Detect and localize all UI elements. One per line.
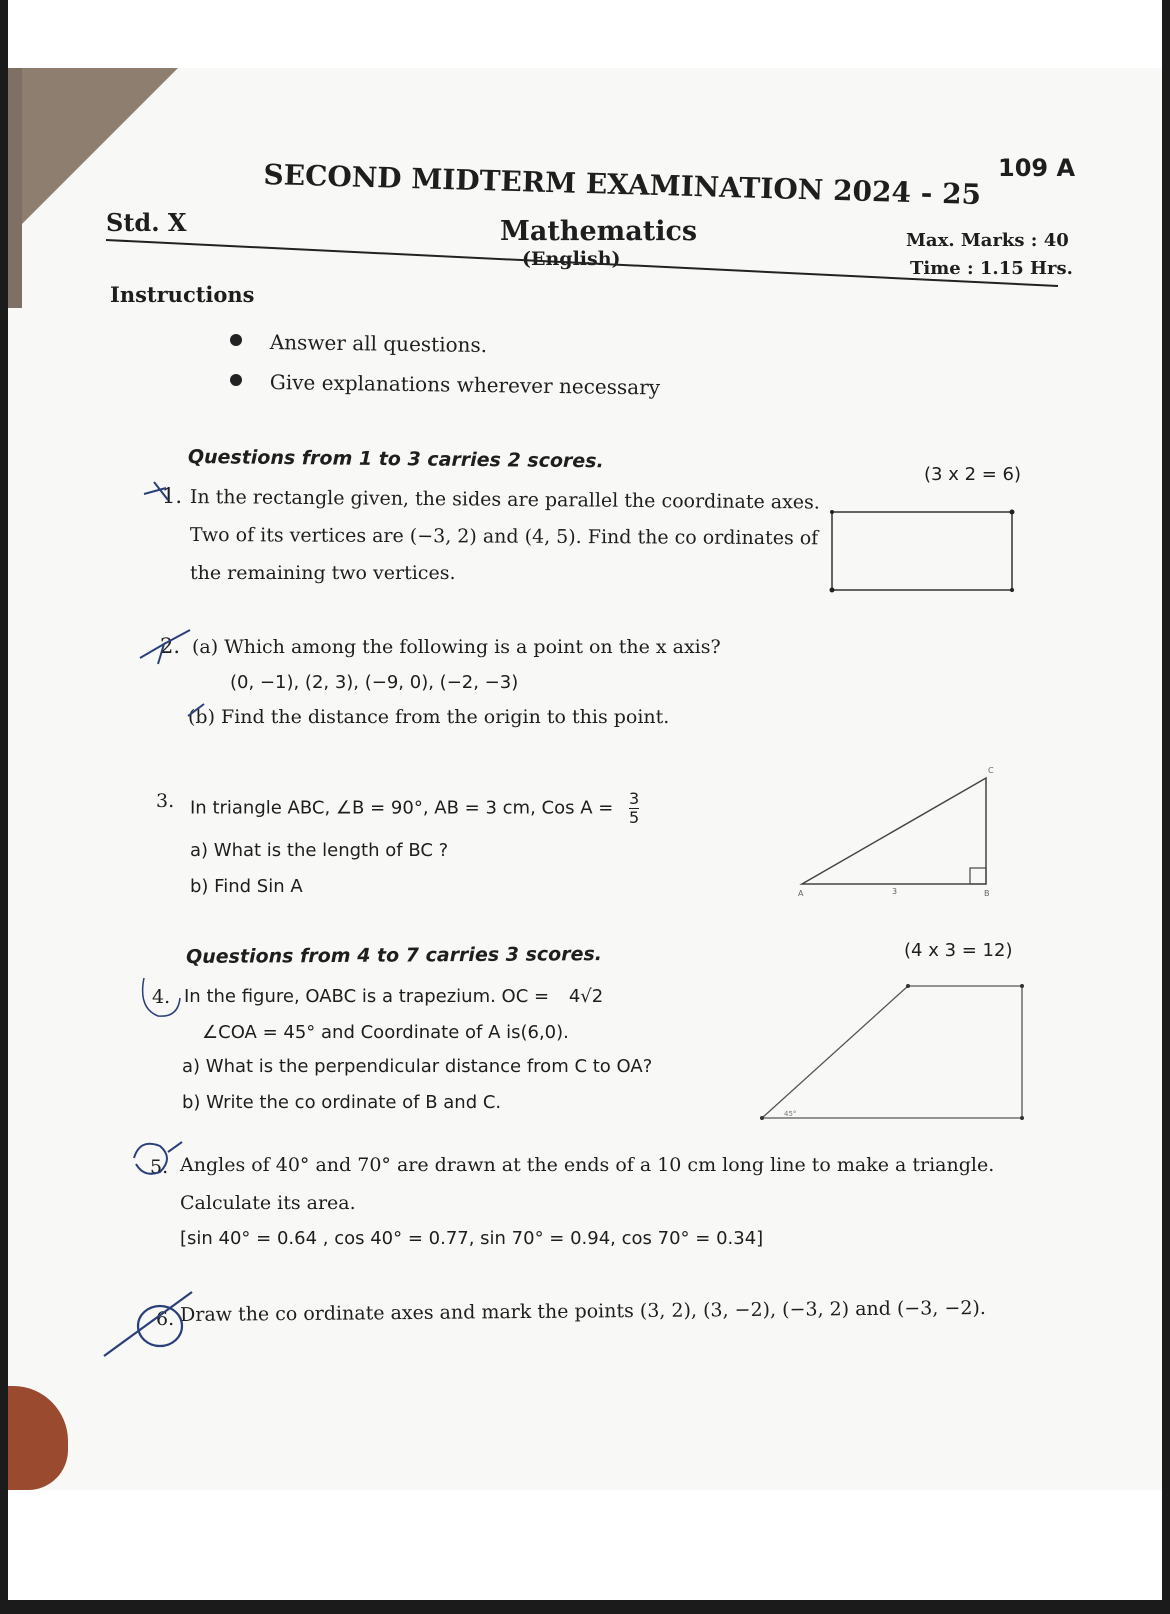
paper-code: 109 A [998, 154, 1076, 182]
section2-marks: (4 x 3 = 12) [904, 940, 1013, 961]
q3-stem-text: In triangle ABC, ∠B = 90°, AB = 3 cm, Cos A = [190, 797, 614, 819]
q6-number: 6. [156, 1308, 175, 1330]
handwritten-marks [8, 68, 1162, 1490]
q5-number: 5. [150, 1156, 169, 1178]
section2-heading: Questions from 4 to 7 carries 3 scores. [186, 943, 603, 968]
q3-fraction-numerator: 3 [629, 789, 640, 808]
q3-fraction-denominator: 5 [629, 808, 640, 827]
max-marks: Max. Marks : 40 [906, 230, 1069, 251]
time-allowed: Time : 1.15 Hrs. [910, 258, 1073, 279]
q2-options: (0, −1), (2, 3), (−9, 0), (−2, −3) [230, 672, 519, 693]
subject-label: Mathematics [500, 216, 698, 247]
q4-oc-value: 4√2 [568, 986, 604, 1007]
exam-title: SECOND MIDTERM EXAMINATION 2024 - 25 [263, 158, 982, 212]
q1-number: 1. [162, 484, 183, 508]
q6-text: Draw the co ordinate axes and mark the points (3, 2), (3, −2), (−3, 2) and (−3, −2). [180, 1296, 986, 1326]
q4-stem-text: In the figure, OABC is a trapezium. OC = [184, 986, 550, 1007]
q3-part-b: b) Find Sin A [190, 876, 303, 897]
instruction-item-1: Answer all questions. [269, 330, 488, 358]
q3-label-ab: 3 [892, 887, 898, 896]
section1-marks: (3 x 2 = 6) [924, 464, 1022, 485]
exam-paper [8, 68, 1162, 1490]
section1-heading: Questions from 1 to 3 carries 2 scores. [187, 446, 604, 473]
q2-part-b: (b) Find the distance from the origin to this point. [188, 706, 670, 728]
q4-part-b: b) Write the co ordinate of B and C. [182, 1092, 502, 1113]
q3-label-b: B [984, 889, 990, 898]
q1-line-3: the remaining two vertices. [190, 562, 456, 584]
q3-number: 3. [156, 790, 175, 812]
q3-label-a: A [798, 889, 804, 898]
q5-line-1: Angles of 40° and 70° are drawn at the ends of a 10 cm long line to make a triangle. [180, 1154, 995, 1176]
q5-line-2: Calculate its area. [180, 1192, 356, 1214]
instruction-item-2: Give explanations wherever necessary [269, 370, 661, 400]
q4-number: 4. [152, 986, 171, 1008]
q1-line-2: Two of its vertices are (−3, 2) and (4, 5). Find the co ordinates of [189, 524, 819, 550]
q1-line-1: In the rectangle given, the sides are parallel the coordinate axes. [189, 486, 820, 514]
q4-line-2: ∠COA = 45° and Coordinate of A is(6,0). [202, 1022, 569, 1043]
language-label: (English) [522, 248, 621, 270]
q4-angle-label: 45° [784, 1110, 797, 1118]
q4-part-a: a) What is the perpendicular distance from C to OA? [182, 1056, 653, 1077]
q2-number: 2. [160, 634, 181, 658]
q3-part-a: a) What is the length of BC ? [190, 840, 449, 861]
q3-label-c: C [988, 766, 994, 775]
instructions-heading: Instructions [110, 282, 255, 307]
q2-part-a: (a) Which among the following is a point on the x axis? [192, 636, 721, 658]
q5-line-3: [sin 40° = 0.64 , cos 40° = 0.77, sin 70° = 0.94, cos 70° = 0.34] [180, 1228, 764, 1249]
standard-label: Std. X [106, 208, 187, 237]
